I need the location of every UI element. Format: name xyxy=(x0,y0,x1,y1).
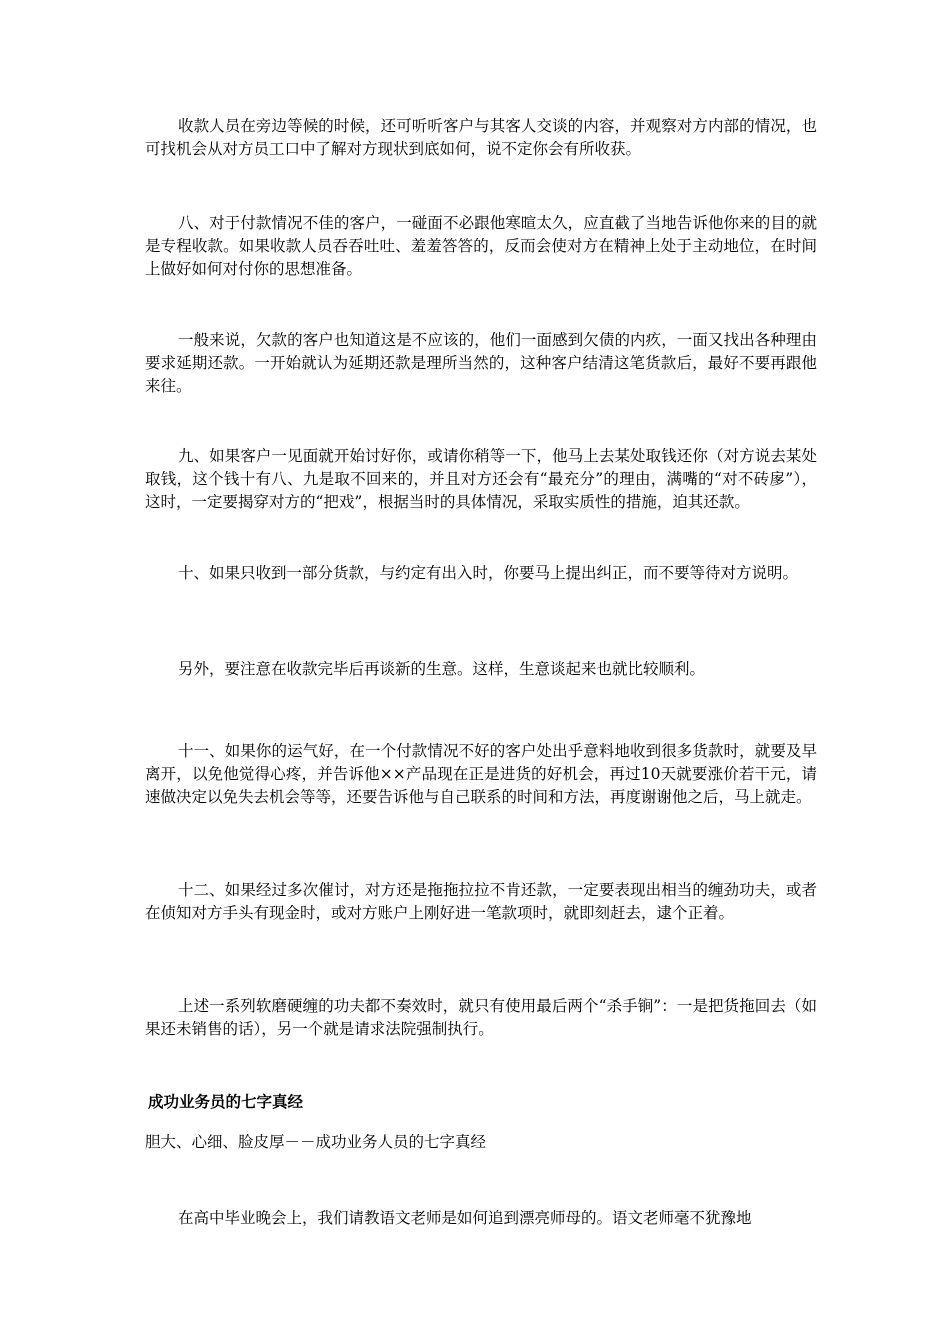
paragraph-8: 十二、如果经过多次催讨，对方还是拖拖拉拉不肯还款，一定要表现出相当的缠劲功夫，或者在侦知对方手头有现金时，或对方账户上刚好进一笔款项时，就即刻赶去，逮个正着。 xyxy=(145,881,817,922)
paragraph-2: 八、对于付款情况不佳的客户，一碰面不必跟他寒暄太久，应直截了当地告诉他你来的目的就是专程收款。如果收款人员吞吞吐吐、羞羞答答的，反而会使对方在精神上处于主动地位，在时间上做好如何对付你的思想准备。 xyxy=(145,214,817,278)
paragraph-4: 九、如果客户一见面就开始讨好你，或请你稍等一下，他马上去某处取钱还你（对方说去某处取钱，这个钱十有八、九是取不回来的，并且对方还会有“最充分”的理由，满嘴的“对不砖扅”），这时，一定要揭穿对方的“把戏”，根据当时的具体情况，采取实质性的措施，迫其还款。 xyxy=(145,447,817,511)
paragraph-5: 十、如果只收到一部分货款，与约定有出入时，你要马上提出纠正，而不要等待对方说明。 xyxy=(178,564,799,582)
paragraph-3: 一般来说，欠款的客户也知道这是不应该的，他们一面感到欠债的内疚，一面又找出各种理由要求延期还款。一开始就认为延期还款是理所当然的，这种客户结清这笔货款后，最好不要再跟他来往。 xyxy=(145,331,817,395)
section-subtitle: 胆大、心细、脸皮厚－－成功业务人员的七字真经 xyxy=(145,1133,487,1151)
paragraph-9: 上述一系列软磨硬缠的功夫都不奏效时，就只有使用最后两个“杀手锏”：一是把货拖回去（如果还未销售的话），另一个就是请求法院强制执行。 xyxy=(145,997,817,1038)
paragraph-1: 收款人员在旁边等候的时候，还可听听客户与其客人交谈的内容，并观察对方内部的情况，也可找机会从对方员工口中了解对方现状到底如何，说不定你会有所收获。 xyxy=(145,117,817,158)
section-heading: 成功业务员的七字真经 xyxy=(148,1093,304,1111)
paragraph-6: 另外，要注意在收款完毕后再谈新的生意。这样，生意谈起来也就比较顺利。 xyxy=(178,660,706,678)
paragraph-7: 十一、如果你的运气好，在一个付款情况不好的客户处出乎意料地收到很多货款时，就要及早离开，以免他觉得心疼，并告诉他××产品现在正是进货的好机会，再过10天就要涨价若干元，请速做决定以免失去机会等等，还要告诉他与自己联系的时间和方法，再度谢谢他之后，马上就走。 xyxy=(145,742,817,806)
paragraph-10: 在高中毕业晚会上，我们请教语文老师是如何追到漂亮师母的。语文老师毫不犹豫地 xyxy=(178,1209,752,1227)
